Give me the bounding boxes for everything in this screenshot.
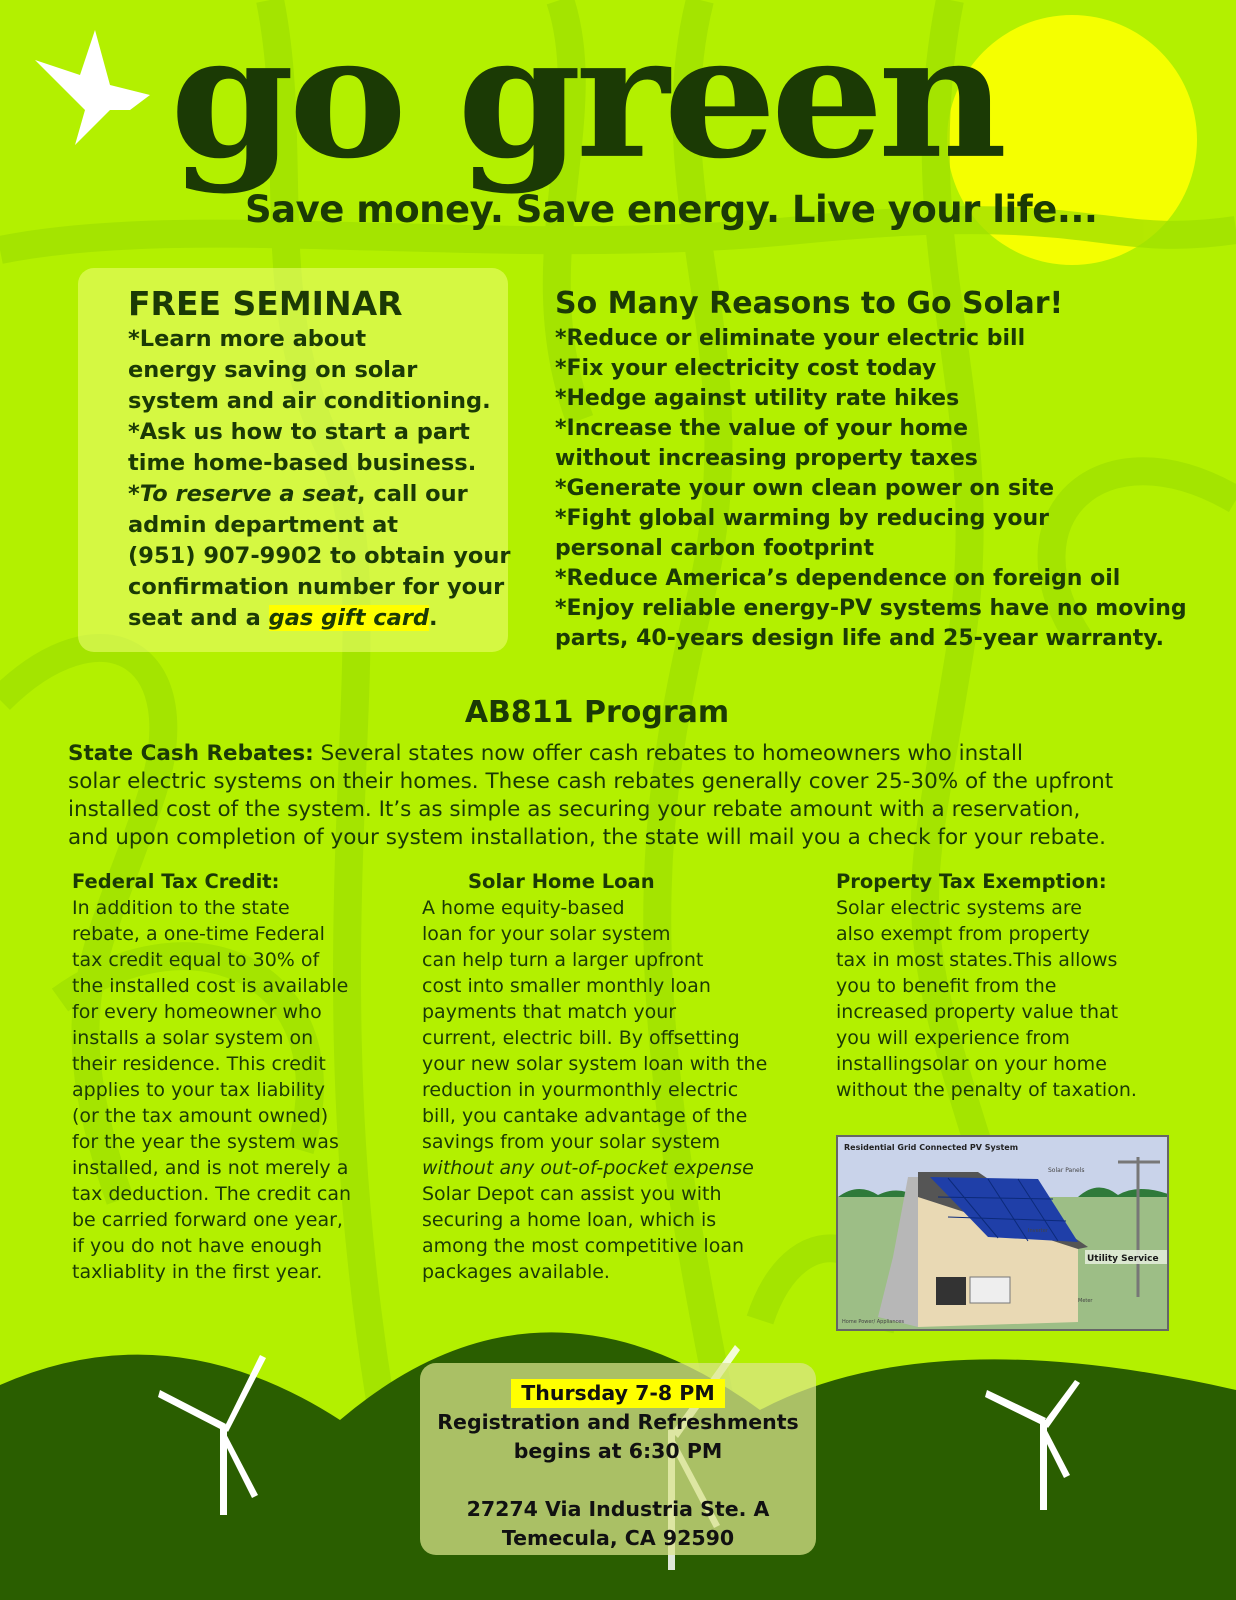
reason-item: *Fight global warming by reducing your (555, 506, 1049, 531)
federal-tax-credit-column (72, 868, 351, 1285)
column-line: A home equity-based (422, 897, 625, 919)
house-illustration (838, 1137, 1169, 1331)
reason-item: *Hedge against utility rate hikes (555, 386, 960, 411)
reason-item: without increasing property taxes (555, 446, 978, 471)
column-line: bill, you cantake advantage of the (422, 1105, 748, 1127)
column-line: current, electric bill. By offsetting (422, 1027, 740, 1049)
event-info-box (420, 1363, 816, 1555)
tagline: Save money. Save energy. Live your life... (245, 188, 1098, 231)
seminar-line (128, 603, 508, 634)
seminar-line: admin department at (128, 512, 399, 538)
address-line-2: Temecula, CA 92590 (501, 1526, 735, 1550)
reason-item: *Enjoy reliable energy-PV systems have no moving (555, 596, 1187, 621)
program-paragraph (68, 740, 1178, 852)
column-line: reduction in yourmonthly electric (422, 1079, 739, 1101)
pv-system-diagram (836, 1135, 1169, 1331)
registration-line-2: begins at 6:30 PM (513, 1439, 723, 1463)
seminar-line: (951) 907-9902 to obtain your (128, 543, 511, 569)
column-line: installingsolar on your home (836, 1053, 1107, 1075)
column-line: you will experience from (836, 1027, 1070, 1049)
reason-item: *Fix your electricity cost today (555, 356, 937, 381)
seminar-line: *Learn more about (128, 326, 367, 352)
label-utility: Utility Service (1087, 1254, 1159, 1264)
label-meter: Meter (1078, 1298, 1093, 1304)
seminar-line: time home-based business. (128, 450, 477, 476)
paragraph-lines (68, 768, 1178, 852)
column-line: payments that match your (422, 1001, 677, 1023)
solar-home-loan-column (422, 868, 767, 1285)
paragraph-line (68, 740, 1178, 768)
program-title: AB811 Program (464, 695, 730, 730)
column-line: tax in most states.This allows (836, 949, 1118, 971)
last-suffix: . (429, 605, 438, 631)
free-seminar-box (78, 268, 511, 652)
main-title: go green (170, 0, 1002, 196)
column-line: tax deduction. The credit can (72, 1183, 352, 1205)
reasons-list (555, 324, 1187, 654)
diagram-title: Residential Grid Connected PV System (844, 1143, 1019, 1152)
column-line: cost into smaller monthly loan (422, 975, 711, 997)
registration-line-1: Registration and Refreshments (437, 1410, 799, 1434)
column-line: also exempt from property (836, 923, 1090, 945)
label-appliances: Home Power/ Appliances (842, 1319, 904, 1325)
label-inverter: Inverter (1028, 1228, 1048, 1234)
column-line: increased property value that (836, 1001, 1119, 1023)
column-line: their residence. This credit (72, 1053, 326, 1075)
column-line: In addition to the state (72, 897, 290, 919)
seminar-line: confirmation number for your (128, 574, 505, 600)
seminar-title: FREE SEMINAR (128, 284, 403, 323)
column-line: applies to your tax liability (72, 1079, 325, 1101)
reason-item: parts, 40-years design life and 25-year warranty. (555, 626, 1164, 651)
reason-item: *Reduce or eliminate your electric bill (555, 326, 1026, 351)
address-line-1: 27274 Via Industria Ste. A (466, 1497, 770, 1521)
column-line: taxliablity in the first year. (72, 1261, 323, 1283)
last-prefix: seat and a (128, 605, 269, 631)
seminar-lines (128, 324, 508, 479)
column-title: Federal Tax Credit: (72, 870, 280, 893)
seminar-lines-2 (128, 510, 511, 603)
reserve-rest: , call our (356, 481, 468, 507)
column-line: be carried forward one year, (72, 1209, 343, 1231)
column-line: installs a solar system on (72, 1027, 314, 1049)
reason-item: *Generate your own clean power on site (555, 476, 1055, 501)
column-line: among the most competitive loan (422, 1235, 745, 1257)
column-line: savings from your solar system (422, 1131, 721, 1153)
column-line: for every homeowner who (72, 1001, 322, 1023)
column-line: can help turn a larger upfront (422, 949, 704, 971)
column-line: you to benefit from the (836, 975, 1057, 997)
seminar-line (128, 479, 508, 510)
reserve-italic: *To reserve a seat (128, 481, 357, 507)
column-body (836, 895, 1137, 1103)
paragraph-line: installed cost of the system. It’s as simple as securing your rebate amount with a reservation, (68, 797, 1081, 822)
property-tax-column (836, 868, 1137, 1103)
column-line: for the year the system was (72, 1131, 339, 1153)
paragraph-line: solar electric systems on their homes. These cash rebates generally cover 25-30% of the upfront (68, 769, 1114, 794)
reason-item: *Increase the value of your home (555, 416, 969, 441)
bird-icon (35, 30, 150, 145)
column-line: without any out-of-pocket expense (422, 1157, 754, 1179)
column-line: loan for your solar system (422, 923, 671, 945)
label-solar-panels: Solar Panels (1048, 1167, 1085, 1174)
rebates-lead: State Cash Rebates: (68, 741, 314, 766)
column-line: the installed cost is available (72, 975, 349, 997)
column-body (422, 895, 767, 1285)
reason-item: personal carbon footprint (555, 536, 874, 561)
reasons-title: So Many Reasons to Go Solar! (555, 286, 1064, 321)
rebates-first-line: Several states now offer cash rebates to homeowners who install (313, 741, 1023, 766)
column-title: Solar Home Loan (468, 870, 655, 893)
column-line: securing a home loan, which is (422, 1209, 717, 1231)
solar-reasons (555, 284, 1187, 654)
column-line: rebate, a one-time Federal (72, 923, 325, 945)
column-line: without the penalty of taxation. (836, 1079, 1137, 1101)
paragraph-line: and upon completion of your system installation, the state will mail you a check for your rebate. (68, 825, 1106, 850)
event-time: Thursday 7-8 PM (511, 1379, 724, 1408)
column-line: Solar electric systems are (836, 897, 1082, 919)
seminar-line: *Ask us how to start a part (128, 419, 470, 445)
column-line: tax credit equal to 30% of (72, 949, 320, 971)
column-body (72, 895, 351, 1285)
column-line: if you do not have enough (72, 1235, 322, 1257)
column-line: (or the tax amount owned) (72, 1105, 329, 1127)
column-line: installed, and is not merely a (72, 1157, 349, 1179)
seminar-line: system and air conditioning. (128, 388, 491, 414)
column-line: your new solar system loan with the (422, 1053, 768, 1075)
column-title: Property Tax Exemption: (836, 870, 1107, 893)
seminar-line: energy saving on solar (128, 357, 418, 383)
column-line: Solar Depot can assist you with (422, 1183, 722, 1205)
gift-card-highlight: gas gift card (268, 605, 430, 631)
column-line: packages available. (422, 1261, 610, 1283)
reason-item: *Reduce America’s dependence on foreign oil (555, 566, 1121, 591)
